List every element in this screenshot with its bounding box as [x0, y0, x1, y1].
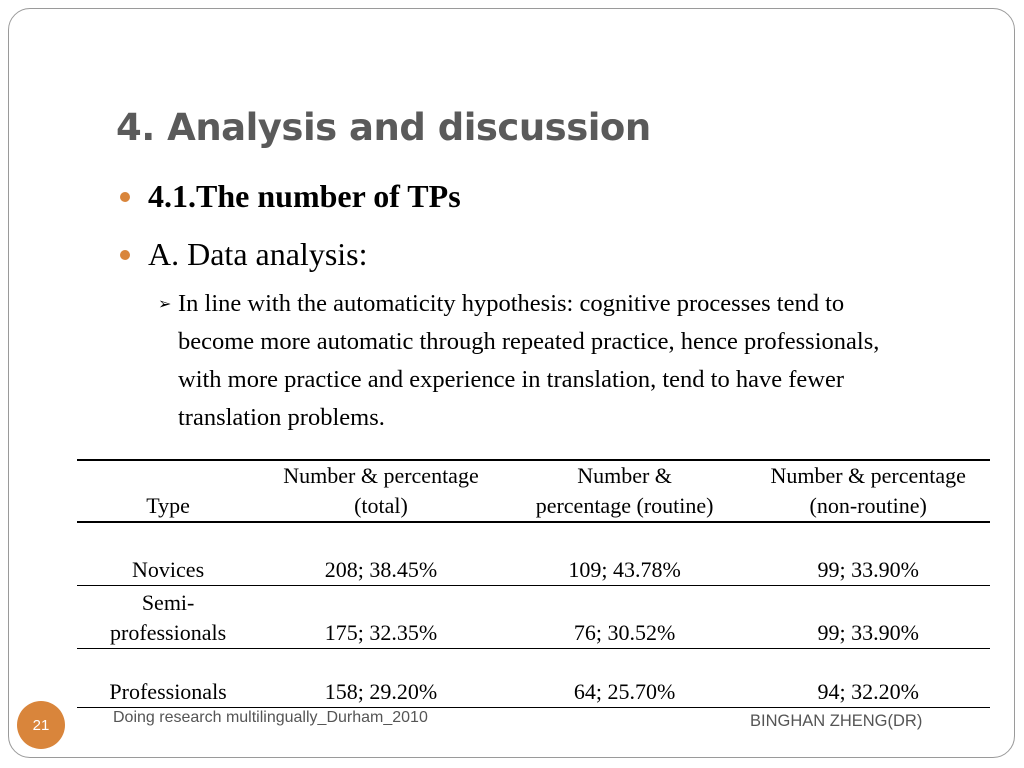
footer-left-text: Doing research multilingually_Durham_2010 [113, 709, 428, 726]
cell-type: Novices [132, 557, 205, 582]
bullet-dot-icon [120, 250, 130, 260]
bullet-item-2 [120, 236, 368, 273]
cell-nonroutine: 99; 33.90% [817, 620, 919, 645]
cell-nonroutine: 99; 33.90% [817, 557, 919, 582]
cell-routine: 109; 43.78% [568, 557, 681, 582]
table-row [77, 522, 990, 586]
bullet-item-1 [120, 178, 461, 215]
cell-type: Semi- professionals [110, 590, 227, 645]
cell-total: 208; 38.45% [324, 557, 438, 582]
header-total: Number & percentage (total) [283, 463, 479, 518]
bullet-dot-icon [120, 192, 130, 202]
arrow-bullet-icon: ➢ [158, 294, 172, 313]
header-routine: Number & percentage (routine) [535, 463, 714, 518]
bullet-text: A. Data analysis: [148, 236, 368, 272]
data-table [77, 459, 990, 708]
cell-routine: 64; 25.70% [573, 679, 676, 704]
sub-bullet-text: In line with the automaticity hypothesis: cognitive processes tend to become more automatic through repeated practice, hence professionals, with more practice and experience in translation, tend to have fewer translation problems. [178, 290, 880, 431]
table-row [77, 649, 990, 708]
table-row [77, 586, 990, 649]
bullet-text: 4.1.The number of TPs [148, 178, 461, 214]
header-type: Type [146, 493, 190, 518]
header-nonroutine: Number & percentage (non-routine) [770, 463, 966, 518]
cell-type: Professionals [109, 679, 227, 704]
page-number-badge [17, 701, 65, 749]
slide-title: 4. Analysis and discussion [116, 106, 651, 149]
cell-total: 158; 29.20% [324, 679, 438, 704]
table-header-row [77, 460, 990, 522]
page-number: 21 [32, 716, 50, 734]
sub-bullet [158, 285, 918, 437]
cell-total: 175; 32.35% [324, 620, 438, 645]
cell-routine: 76; 30.52% [573, 620, 676, 645]
cell-nonroutine: 94; 32.20% [817, 679, 919, 704]
footer-right-text: BINGHAN ZHENG(DR) [750, 712, 923, 730]
